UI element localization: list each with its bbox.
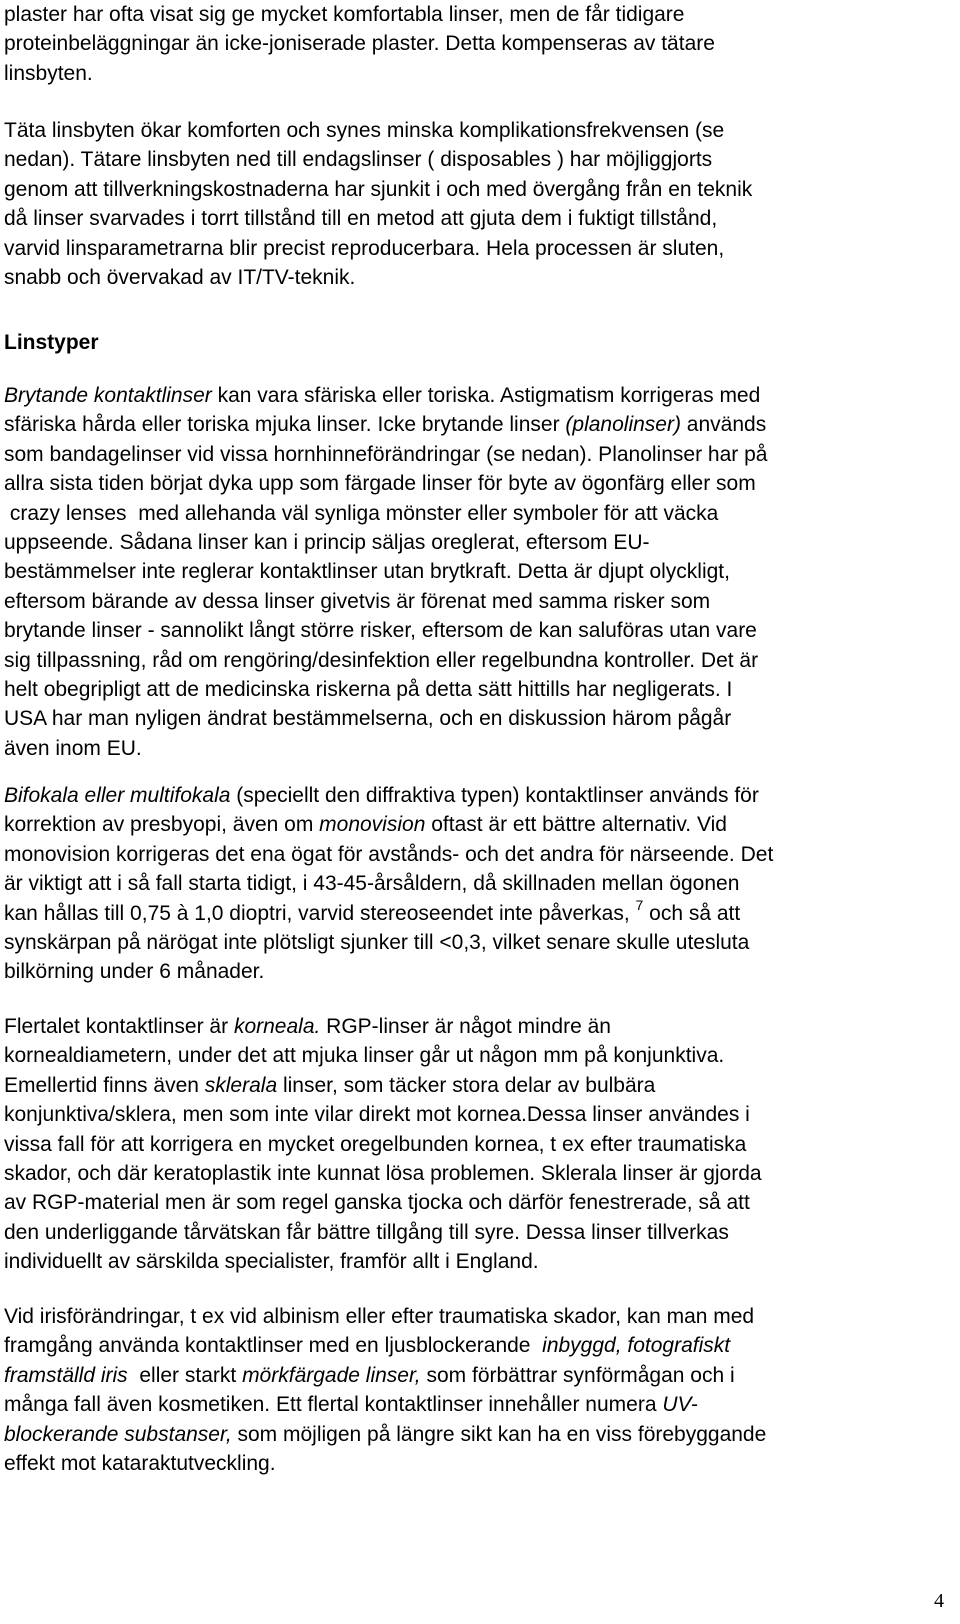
term-brytande: Brytande kontaktlinser [4,384,212,407]
paragraph-lens-replacement: Täta linsbyten ökar komforten och synes minska komplikationsfrekvensen (se nedan). Tätare linsbyten ned till endagslinser ( disposables ) har möjliggjorts genom att tillverkningskostnaderna har sjunkit i och med övergång från en teknik då linser svarvades i torrt tillstånd till en metod att gjuta dem i fuktigt tillstånd, varvid linsparametrarna blir precist reproducerbara. Hela processen är sluten, snabb och övervakad av IT/TV-teknik. [4,119,753,290]
text-run: och så att synskärpan på närögat inte plötsligt sjunker till <0,3, vilket senare skulle utesluta bilkörning under 6 månader. [4,901,750,984]
text-run: oftast är ett bättre alternativ. Vid monovision korrigeras det ena ögat för avstånds- och det andra för närseende. Det är viktigt att i så fall starta tidigt, i 43-45-årsåldern, då skillnaden mellan ögonen kan hållas till 0,75 à 1,0 dioptri, varvid stereoseendet inte påverkas, [4,813,774,925]
text-run: (speciellt den diffraktiva typen) kontaktlinser används för korrektion av presbyopi, även om [4,784,759,837]
section-heading-linstyper: Linstyper [4,331,99,354]
term-inbyggd-iris: inbyggd, fotografiskt framställd iris [4,1334,731,1387]
paragraph-iris-changes [4,1302,766,1478]
term-sklerala: sklerala [204,1073,278,1097]
text-run: som möjligen på längre sikt kan ha en viss förebyggande effekt mot kataraktutveckling. [4,1422,767,1476]
text-run: Flertalet kontaktlinser är [4,1015,234,1038]
term-uv-blockerande: UV- blockerande substanser, [4,1393,698,1446]
paragraph-corneal-scleral [4,1012,762,1277]
text-run: kan vara sfäriska eller toriska. Astigmatism korrigeras med sfäriska hårda eller toriska mjuka linser. Icke brytande linser [4,384,761,437]
term-korneala: korneala. [233,1015,321,1038]
text-run: som förbättrar synförmågan och i många fall även kosmetiken. Ett flertal kontaktlinser innehåller numera [4,1363,735,1417]
term-morkfargade: mörkfärgade linser, [242,1363,421,1387]
intro-paragraph: plaster har ofta visat sig ge mycket komfortabla linser, men de får tidigare proteinbeläggningar än icke-joniserade plaster. Detta kompenseras av tätare linsbyten. [4,3,715,85]
paragraph-bifocal-lenses [4,781,773,987]
text-run: eller starkt [133,1363,243,1387]
footnote-reference: 7 [635,896,644,913]
text-run: används som bandagelinser vid vissa hornhinneförändringar (se nedan). Planolinser har på allra sista tiden börjat dyka upp som färgade linser för byte av ögonfärg eller som crazy lenses med allehanda väl synliga mönster eller symboler för att väcka uppseende. Sådana linser kan i princip säljas oreglerat, eftersom EU- bestämmelser inte reglerar kontaktlinser utan brytkraft. Detta är djupt olyckligt, eftersom bärande av dessa linser givetvis är förenat med samma risker som brytande linser - sannolikt långt större risker, eftersom de kan saluföras utan vare sig tillpassning, råd om rengöring/desinfektion eller regelbundna kontroller. Det är helt obegripligt att de medicinska riskerna på detta sätt hittills har negligerats. I USA har man nyligen ändrat bestämmelserna, och en diskussion härom pågår även inom EU. [4,413,768,760]
term-planolinser: (planolinser) [565,413,681,437]
paragraph-refractive-lenses [4,381,767,763]
text-run: Vid irisförändringar, t ex vid albinism eller efter traumatiska skador, kan man med framgång använda kontaktlinser med en ljusblockerande [4,1305,755,1358]
term-monovision: monovision [319,813,426,837]
text-run: RGP-linser är något mindre än kornealdiametern, under det att mjuka linser går ut någon mm på konjunktiva. Emellertid finns även [4,1015,725,1097]
text-run: linser, som täcker stora delar av bulbära konjunktiva/sklera, men som inte vilar direkt mot kornea.Dessa linser användes i vissa fall för att korrigera en mycket oregelbunden kornea, t ex efter traumatiska skador, och där keratoplastik inte kunnat lösa problemen. Sklerala linser är gjorda av RGP-material men är som regel ganska tjocka och därför fenestrerade, så att den underliggande tårvätskan får bättre tillgång till syre. Dessa linser tillverkas individuellt av särskilda specialister, framför allt i England. [4,1073,762,1274]
page-number: 4 [934,1590,944,1612]
term-bifokala: Bifokala eller multifokala [4,784,231,807]
